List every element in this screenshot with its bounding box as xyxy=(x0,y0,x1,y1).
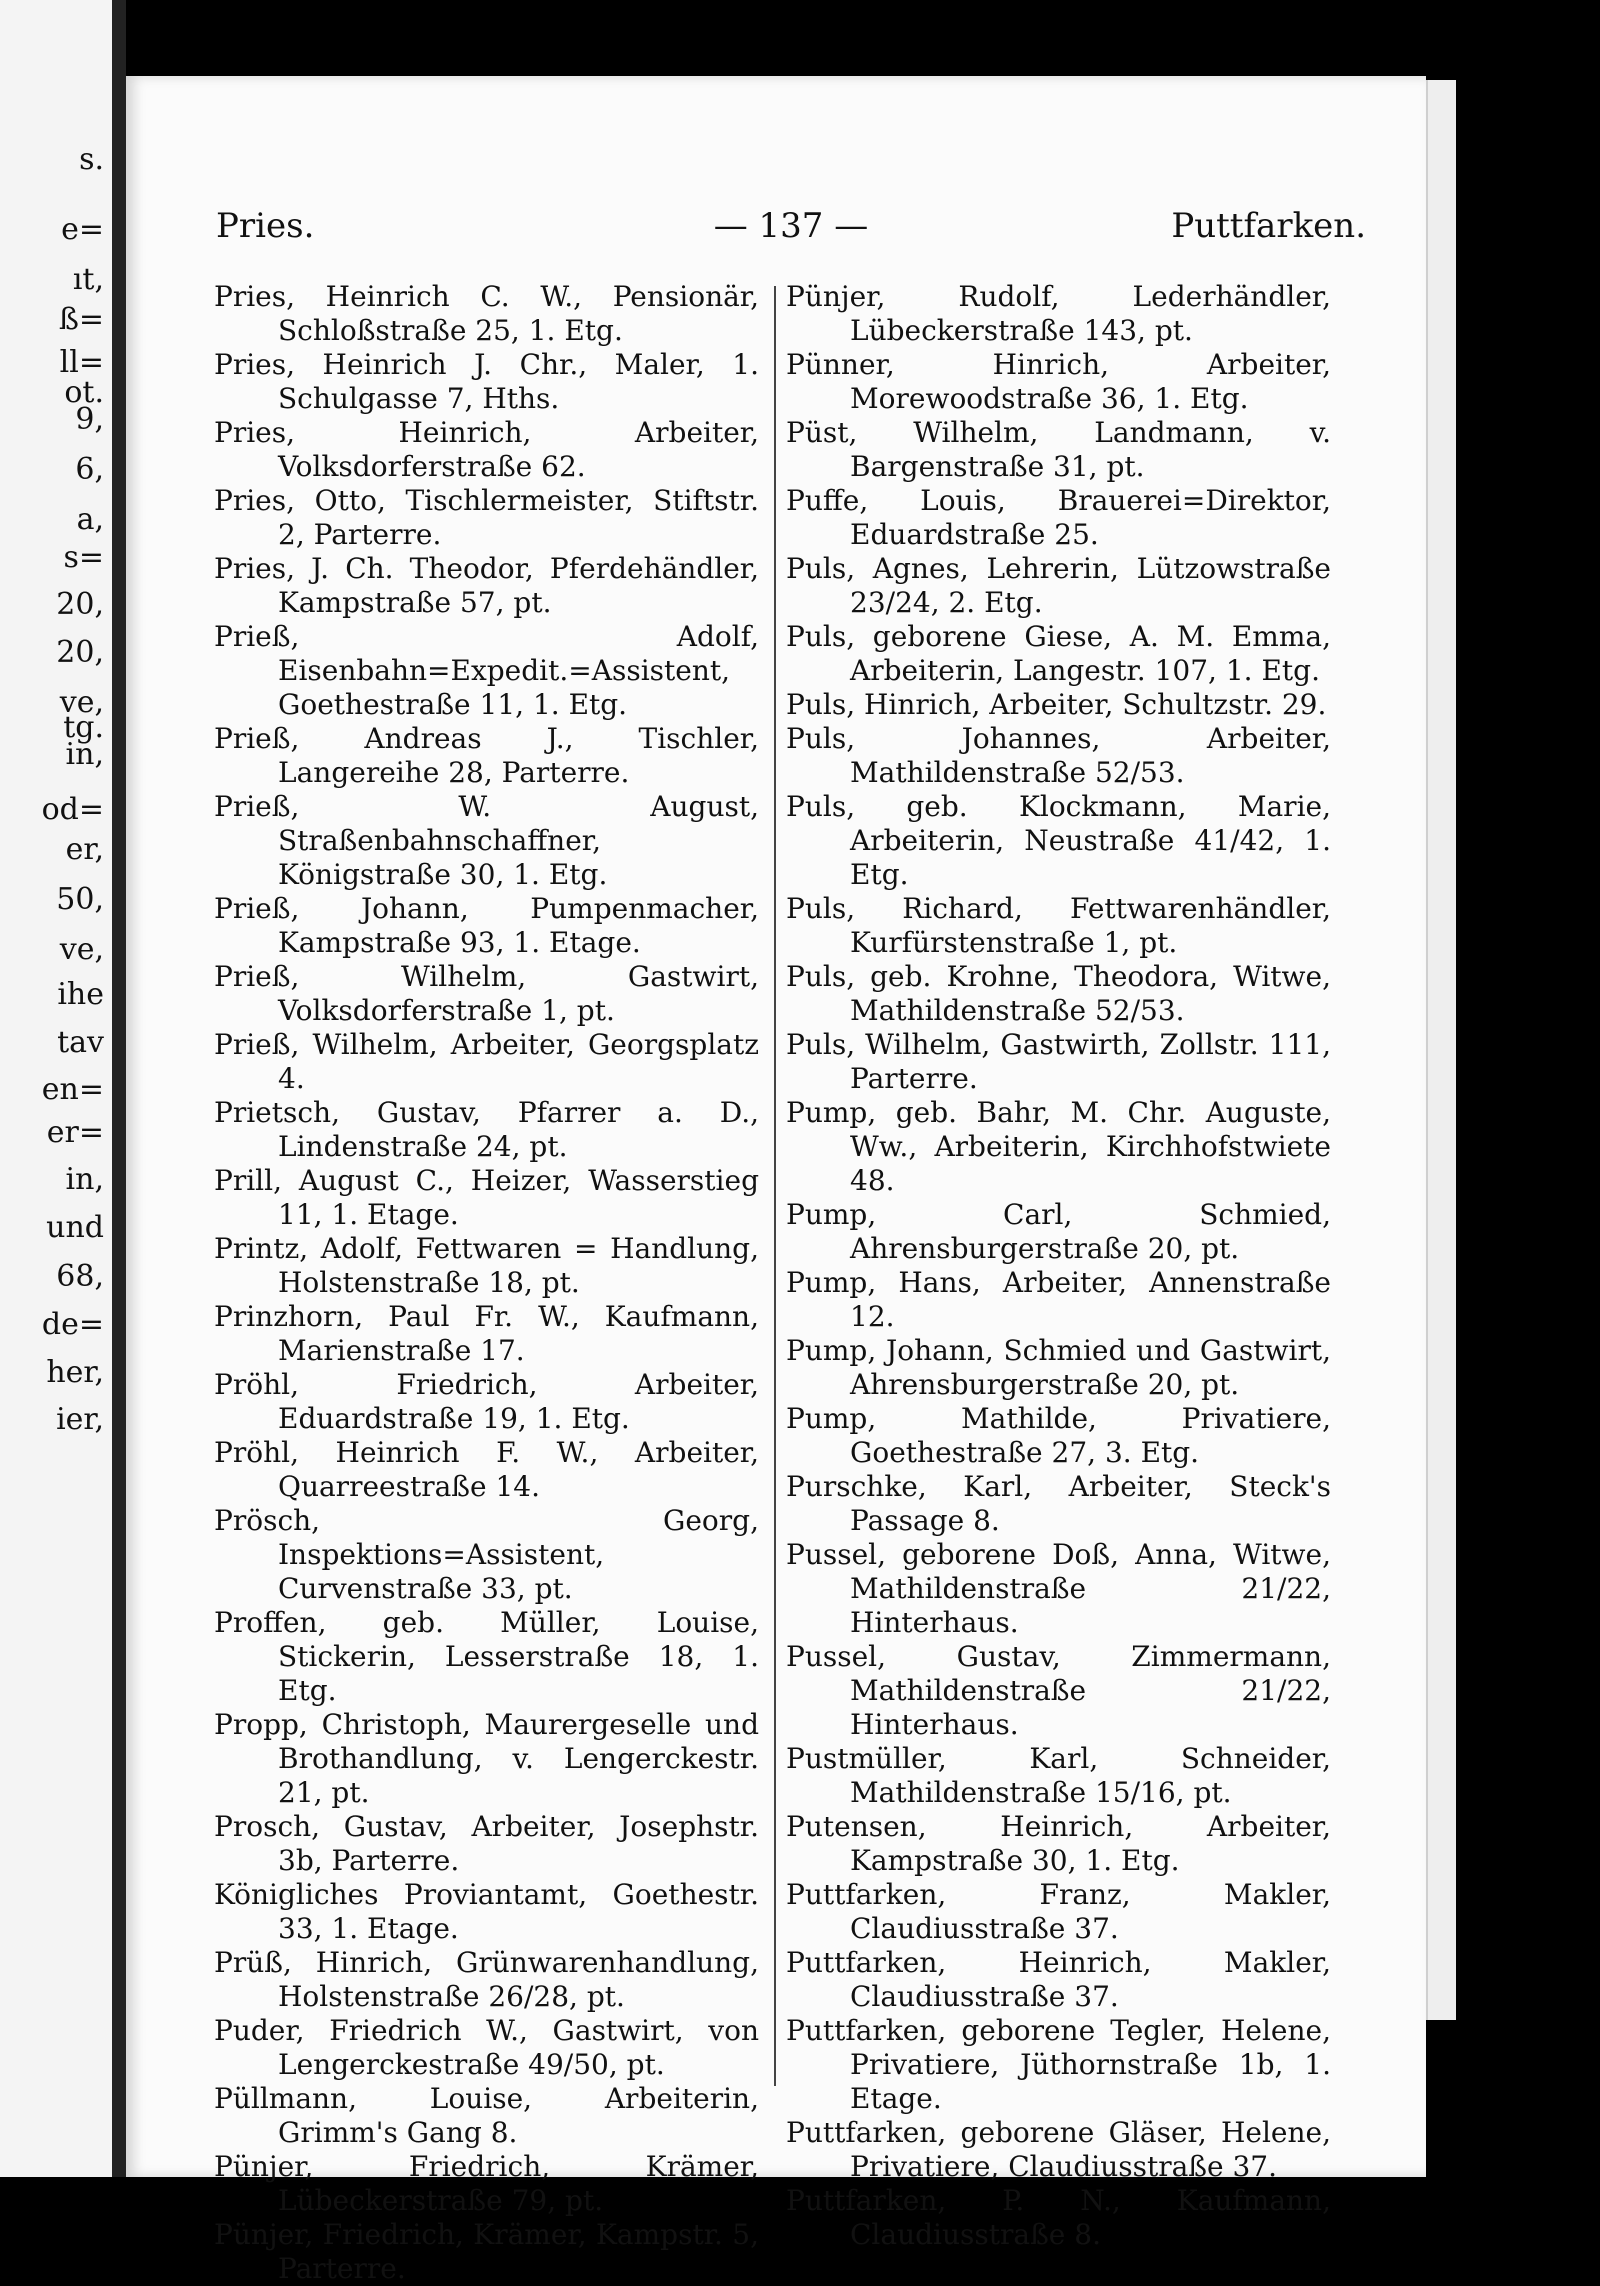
directory-entry: Puttfarken, P. N., Kaufmann, Claudiusstraße 8. xyxy=(786,2184,1331,2251)
directory-entry: Pries, Otto, Tischlermeister, Stiftstr. 2, Parterre. xyxy=(214,484,759,551)
directory-entry: Puls, Richard, Fettwarenhändler, Kurfürstenstraße 1, pt. xyxy=(786,892,1331,959)
directory-entry: Prösch, Georg, Inspektions=Assistent, Curvenstraße 33, pt. xyxy=(214,1504,759,1605)
directory-entry: Pries, J. Ch. Theodor, Pferdehändler, Kampstraße 57, pt. xyxy=(214,552,759,619)
directory-entry: Pussel, Gustav, Zimmermann, Mathildenstraße 21/22, Hinterhaus. xyxy=(786,1640,1331,1741)
directory-entry: Puder, Friedrich W., Gastwirt, von Lengerckestraße 49/50, pt. xyxy=(214,2014,759,2081)
previous-page-fragment: ot. xyxy=(64,375,104,410)
directory-entry: Puttfarken, geborene Gläser, Helene, Privatiere, Claudiusstraße 37. xyxy=(786,2116,1331,2183)
directory-entry: Pries, Heinrich C. W., Pensionär, Schloßstraße 25, 1. Etg. xyxy=(214,280,759,347)
directory-entry: Puls, Johannes, Arbeiter, Mathildenstraße 52/53. xyxy=(786,722,1331,789)
previous-page-fragment: 68, xyxy=(56,1259,104,1294)
previous-page-fragment: in, xyxy=(65,1162,104,1197)
previous-page-fragment: a, xyxy=(76,502,104,537)
directory-entry: Pump, Hans, Arbeiter, Annenstraße 12. xyxy=(786,1266,1331,1333)
previous-page-fragment: en= xyxy=(41,1072,104,1107)
page-edge xyxy=(1426,80,1456,2020)
directory-entry: Püst, Wilhelm, Landmann, v. Bargenstraße 31, pt. xyxy=(786,416,1331,483)
directory-entry: Propp, Christoph, Maurergeselle und Brothandlung, v. Lengerckestr. 21, pt. xyxy=(214,1708,759,1809)
header-last-name: Puttfarken. xyxy=(1171,206,1366,246)
directory-entry: Purschke, Karl, Arbeiter, Steck's Passage 8. xyxy=(786,1470,1331,1537)
directory-entry: Puttfarken, Heinrich, Makler, Claudiusstraße 37. xyxy=(786,1946,1331,2013)
header-first-name: Pries. xyxy=(216,206,315,246)
previous-page-fragment: ier, xyxy=(56,1402,104,1437)
previous-page-fragment: ll= xyxy=(59,345,104,380)
directory-entry: Pröhl, Heinrich F. W., Arbeiter, Quarreestraße 14. xyxy=(214,1436,759,1503)
previous-page-fragment: de= xyxy=(41,1307,104,1342)
directory-entry: Puls, Wilhelm, Gastwirth, Zollstr. 111, Parterre. xyxy=(786,1028,1331,1095)
directory-page xyxy=(126,76,1426,2285)
page-number: — 137 — xyxy=(713,206,869,246)
previous-page-fragment: tg. xyxy=(63,710,104,745)
directory-entry: Pump, Johann, Schmied und Gastwirt, Ahrensburgerstraße 20, pt. xyxy=(786,1334,1331,1401)
directory-entry: Prüß, Hinrich, Grünwarenhandlung, Holstenstraße 26/28, pt. xyxy=(214,1946,759,2013)
previous-page-fragment: ve, xyxy=(59,932,104,967)
previous-page-fragment: ıt, xyxy=(72,262,104,297)
directory-entry: Puffe, Louis, Brauerei=Direktor, Eduardstraße 25. xyxy=(786,484,1331,551)
previous-page-edge xyxy=(0,0,112,2177)
directory-entry: Puls, geborene Giese, A. M. Emma, Arbeiterin, Langestr. 107, 1. Etg. xyxy=(786,620,1331,687)
previous-page-fragment: er, xyxy=(65,832,104,867)
directory-entry: Prieß, Johann, Pumpenmacher, Kampstraße 93, 1. Etage. xyxy=(214,892,759,959)
directory-entry: Prill, August C., Heizer, Wasserstieg 11, 1. Etage. xyxy=(214,1164,759,1231)
directory-entry: Prieß, Wilhelm, Arbeiter, Georgsplatz 4. xyxy=(214,1028,759,1095)
directory-entry: Pünjer, Friedrich, Krämer, Lübeckerstraße 79, pt. xyxy=(214,2150,759,2217)
previous-page-fragment: od= xyxy=(41,792,104,827)
book-gutter xyxy=(112,0,126,2177)
directory-entry: Puttfarken, Franz, Makler, Claudiusstraße 37. xyxy=(786,1878,1331,1945)
directory-entry: Pump, Mathilde, Privatiere, Goethestraße 27, 3. Etg. xyxy=(786,1402,1331,1469)
directory-entry: Prieß, Wilhelm, Gastwirt, Volksdorferstraße 1, pt. xyxy=(214,960,759,1027)
directory-entry: Puttfarken, geborene Tegler, Helene, Privatiere, Jüthornstraße 1b, 1. Etage. xyxy=(786,2014,1331,2115)
directory-entry: Pump, Carl, Schmied, Ahrensburgerstraße 20, pt. xyxy=(786,1198,1331,1265)
previous-page-fragment: und xyxy=(46,1210,104,1245)
directory-entry: Puls, Hinrich, Arbeiter, Schultzstr. 29. xyxy=(786,688,1327,721)
directory-entry: Püllmann, Louise, Arbeiterin, Grimm's Gang 8. xyxy=(214,2082,759,2149)
directory-entry: Prieß, Andreas J., Tischler, Langereihe 28, Parterre. xyxy=(214,722,759,789)
directory-entry: Pünjer, Rudolf, Lederhändler, Lübeckerstraße 143, pt. xyxy=(786,280,1331,347)
directory-entry: Pussel, geborene Doß, Anna, Witwe, Mathildenstraße 21/22, Hinterhaus. xyxy=(786,1538,1331,1639)
page-header xyxy=(216,206,1366,256)
previous-page-fragment: s= xyxy=(63,540,104,575)
previous-page-fragment: 6, xyxy=(75,452,104,487)
directory-entry: Puls, geb. Klockmann, Marie, Arbeiterin, Neustraße 41/42, 1. Etg. xyxy=(786,790,1331,891)
previous-page-fragment: e= xyxy=(61,212,104,247)
directory-entry: Prosch, Gustav, Arbeiter, Josephstr. 3b, Parterre. xyxy=(214,1810,759,1877)
right-column xyxy=(786,280,1331,2252)
left-column xyxy=(214,280,759,2286)
previous-page-fragment: er= xyxy=(46,1115,104,1150)
previous-page-fragment: ihe xyxy=(57,977,104,1012)
previous-page-fragment: 20, xyxy=(56,587,104,622)
directory-entry: Pustmüller, Karl, Schneider, Mathildenstraße 15/16, pt. xyxy=(786,1742,1331,1809)
previous-page-fragment: her, xyxy=(46,1355,104,1390)
directory-entry: Pump, geb. Bahr, M. Chr. Auguste, Ww., Arbeiterin, Kirchhofstwiete 48. xyxy=(786,1096,1331,1197)
directory-entry: Puls, geb. Krohne, Theodora, Witwe, Mathildenstraße 52/53. xyxy=(786,960,1331,1027)
directory-entry: Putensen, Heinrich, Arbeiter, Kampstraße 30, 1. Etg. xyxy=(786,1810,1331,1877)
previous-page-fragment: s. xyxy=(79,142,104,177)
directory-entry: Prieß, W. August, Straßenbahnschaffner, Königstraße 30, 1. Etg. xyxy=(214,790,759,891)
directory-entry: Prietsch, Gustav, Pfarrer a. D., Lindenstraße 24, pt. xyxy=(214,1096,759,1163)
previous-page-fragment: 50, xyxy=(56,882,104,917)
directory-entry: Königliches Proviantamt, Goethestr. 33, 1. Etage. xyxy=(214,1878,759,1945)
directory-entry: Pünjer, Friedrich, Krämer, Kampstr. 5, Parterre. xyxy=(214,2218,759,2285)
previous-page-fragment: ß= xyxy=(58,302,104,337)
previous-page-fragment: ve, xyxy=(59,685,104,720)
column-divider xyxy=(774,286,776,2086)
directory-entry: Pries, Heinrich J. Chr., Maler, 1. Schulgasse 7, Hths. xyxy=(214,348,759,415)
previous-page-fragment: tav xyxy=(57,1025,104,1060)
directory-entry: Proffen, geb. Müller, Louise, Stickerin, Lesserstraße 18, 1. Etg. xyxy=(214,1606,759,1707)
directory-entry: Pries, Heinrich, Arbeiter, Volksdorferstraße 62. xyxy=(214,416,759,483)
directory-entry: Puls, Agnes, Lehrerin, Lützowstraße 23/24, 2. Etg. xyxy=(786,552,1331,619)
previous-page-fragment: in, xyxy=(65,737,104,772)
directory-entry: Pröhl, Friedrich, Arbeiter, Eduardstraße 19, 1. Etg. xyxy=(214,1368,759,1435)
previous-page-fragment: 9, xyxy=(75,402,104,437)
directory-entry: Printz, Adolf, Fettwaren = Handlung, Holstenstraße 18, pt. xyxy=(214,1232,759,1299)
previous-page-fragment: 20, xyxy=(56,635,104,670)
directory-entry: Pünner, Hinrich, Arbeiter, Morewoodstraße 36, 1. Etg. xyxy=(786,348,1331,415)
directory-entry: Prinzhorn, Paul Fr. W., Kaufmann, Marienstraße 17. xyxy=(214,1300,759,1367)
directory-entry: Prieß, Adolf, Eisenbahn=Expedit.=Assistent, Goethestraße 11, 1. Etg. xyxy=(214,620,759,721)
